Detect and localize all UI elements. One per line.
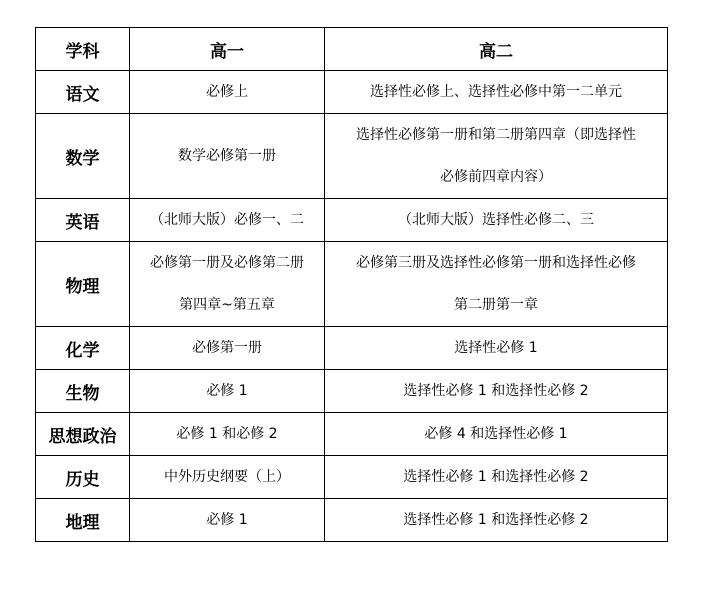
grade-11-cell xyxy=(325,456,668,499)
cell-text-line: 数学必修第一册 xyxy=(178,148,276,164)
grade-11-cell xyxy=(325,242,668,327)
subject-cell: 历史 xyxy=(36,456,130,499)
grade-10-cell xyxy=(130,327,325,370)
grade-10-cell xyxy=(130,242,325,327)
header-subject: 学科 xyxy=(36,28,130,71)
cell-text-line: 必修 1 和必修 2 xyxy=(176,426,278,442)
header-row xyxy=(36,28,668,71)
grade-10-cell xyxy=(130,71,325,114)
table-row xyxy=(36,199,668,242)
grade-11-cell xyxy=(325,413,668,456)
grade-11-cell xyxy=(325,499,668,542)
subject-cell: 生物 xyxy=(36,370,130,413)
subject-cell: 语文 xyxy=(36,71,130,114)
grade-10-cell xyxy=(130,413,325,456)
cell-text-line: 必修上 xyxy=(206,84,248,100)
grade-11-cell xyxy=(325,114,668,199)
grade-10-cell xyxy=(130,499,325,542)
header-grade-11: 高二 xyxy=(325,28,668,71)
subject-cell: 地理 xyxy=(36,499,130,542)
subject-cell: 思想政治 xyxy=(36,413,130,456)
cell-text-line: 选择性必修 1 和选择性必修 2 xyxy=(403,383,589,399)
subject-cell: 化学 xyxy=(36,327,130,370)
grade-11-cell xyxy=(325,71,668,114)
cell-text-line: （北师大版）必修一、二 xyxy=(150,212,304,228)
cell-text-line: 必修第三册及选择性必修第一册和选择性必修 xyxy=(356,255,636,271)
grade-11-cell xyxy=(325,327,668,370)
grade-11-cell xyxy=(325,370,668,413)
cell-text-line: （北师大版）选择性必修二、三 xyxy=(398,212,594,228)
cell-text-line: 必修第一册 xyxy=(192,340,262,356)
cell-text-line: 必修 4 和选择性必修 1 xyxy=(424,426,568,442)
cell-text-line: 必修第一册及必修第二册 xyxy=(150,255,304,271)
cell-text-line: 选择性必修 1 xyxy=(454,340,538,356)
curriculum-table xyxy=(35,27,668,542)
table-row xyxy=(36,242,668,327)
cell-text-line: 必修前四章内容） xyxy=(440,169,552,185)
grade-10-cell xyxy=(130,456,325,499)
grade-10-cell xyxy=(130,199,325,242)
cell-text-line: 选择性必修 1 和选择性必修 2 xyxy=(403,469,589,485)
cell-text-line: 必修 1 xyxy=(206,383,248,399)
subject-cell: 英语 xyxy=(36,199,130,242)
table-row xyxy=(36,327,668,370)
cell-text-line: 选择性必修 1 和选择性必修 2 xyxy=(403,512,589,528)
table-row xyxy=(36,71,668,114)
grade-11-cell xyxy=(325,199,668,242)
cell-text-line: 选择性必修上、选择性必修中第一二单元 xyxy=(370,84,622,100)
table-row xyxy=(36,413,668,456)
cell-text-line: 第二册第一章 xyxy=(454,297,538,313)
grade-10-cell xyxy=(130,370,325,413)
cell-text-line: 中外历史纲要（上） xyxy=(164,469,290,485)
table-row xyxy=(36,370,668,413)
subject-cell: 数学 xyxy=(36,114,130,199)
table-row xyxy=(36,114,668,199)
cell-text-line: 必修 1 xyxy=(206,512,248,528)
table-row xyxy=(36,456,668,499)
grade-10-cell xyxy=(130,114,325,199)
subject-cell: 物理 xyxy=(36,242,130,327)
header-grade-10: 高一 xyxy=(130,28,325,71)
cell-text-line: 第四章~第五章 xyxy=(179,297,275,313)
table-row xyxy=(36,499,668,542)
cell-text-line: 选择性必修第一册和第二册第四章（即选择性 xyxy=(356,127,636,143)
